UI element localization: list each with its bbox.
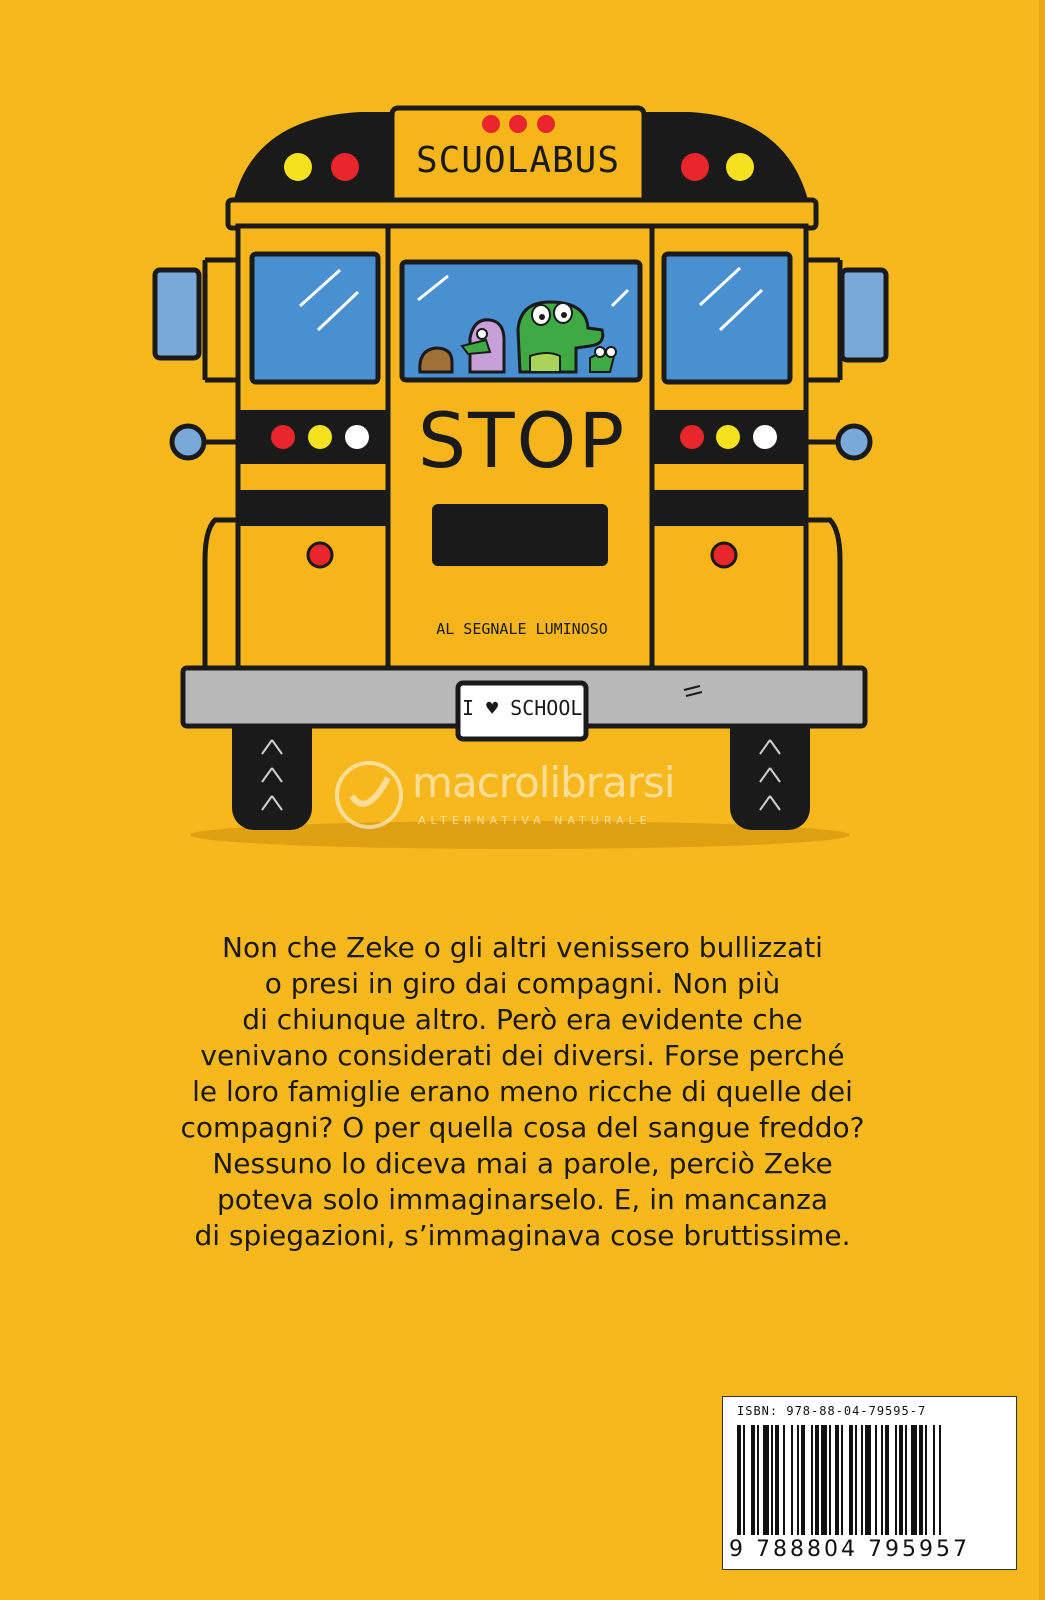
blurb-line: Non che Zeke o gli altri venissero bullizzati <box>222 931 823 964</box>
door-notice: AL SEGNALE LUMINOSO <box>436 620 608 638</box>
barcode-bar <box>757 1425 759 1535</box>
barcode-bar <box>939 1425 941 1535</box>
barcode-digits: 9 788804 795957 <box>729 1537 970 1562</box>
barcode-bar <box>919 1425 923 1535</box>
barcode-bar <box>783 1425 785 1535</box>
blurb-line: venivano considerati dei diversi. Forse perché <box>200 1039 845 1072</box>
barcode-bar <box>933 1425 935 1535</box>
blurb-line: le loro famiglie erano meno ricche di quelle dei <box>192 1075 853 1108</box>
barcode-bars <box>737 1425 1003 1535</box>
barcode-bar <box>829 1425 831 1535</box>
blurb-line: di chiunque altro. Però era evidente che <box>242 1003 803 1036</box>
watermark-tagline: ALTERNATIVA NATURALE <box>418 814 652 827</box>
barcode-bar <box>841 1425 843 1535</box>
barcode-bar <box>751 1425 755 1535</box>
watermark-name: macrolibrarsi <box>412 758 675 807</box>
barcode-bar <box>775 1425 779 1535</box>
barcode-bar <box>855 1425 857 1535</box>
barcode-bar <box>865 1425 871 1535</box>
barcode-bar <box>925 1425 927 1535</box>
barcode-bar <box>771 1425 773 1535</box>
barcode-bar <box>797 1425 799 1535</box>
barcode-bar <box>737 1425 741 1535</box>
blurb-line: poteva solo immaginarselo. E, in mancanza <box>216 1183 828 1216</box>
barcode-bar <box>743 1425 745 1535</box>
stop-sign: STOP <box>417 396 627 485</box>
barcode-bar <box>899 1425 903 1535</box>
barcode-bar <box>791 1425 793 1535</box>
isbn-barcode <box>722 1396 1017 1570</box>
blurb-line: di spiegazioni, s’immaginava cose bruttissime. <box>194 1219 851 1252</box>
barcode-bar <box>801 1425 805 1535</box>
scuolabus-sign: SCUOLABUS <box>415 140 621 181</box>
barcode-bar <box>895 1425 897 1535</box>
leaf-logo-icon <box>330 756 408 834</box>
blurb-line: Nessuno lo diceva mai a parole, perciò Zeke <box>212 1147 833 1180</box>
barcode-bar <box>881 1425 883 1535</box>
blurb-line: compagni? O per quella cosa del sangue freddo? <box>180 1111 865 1144</box>
blurb-text <box>120 930 925 1254</box>
barcode-bar <box>835 1425 839 1535</box>
isbn-label: ISBN: 978-88-04-79595-7 <box>737 1404 927 1418</box>
barcode-bar <box>815 1425 819 1535</box>
barcode-bar <box>861 1425 863 1535</box>
license-plate: I ♥ SCHOOL <box>462 696 583 720</box>
blurb-line: o presi in giro dai compagni. Non più <box>264 967 781 1000</box>
barcode-bar <box>763 1425 769 1535</box>
barcode-bar <box>905 1425 907 1535</box>
barcode-bar <box>821 1425 827 1535</box>
barcode-bar <box>811 1425 813 1535</box>
barcode-bar <box>911 1425 917 1535</box>
barcode-bar <box>875 1425 877 1535</box>
barcode-bar <box>849 1425 853 1535</box>
macrolibrarsi-watermark <box>330 752 730 842</box>
barcode-bar <box>885 1425 889 1535</box>
